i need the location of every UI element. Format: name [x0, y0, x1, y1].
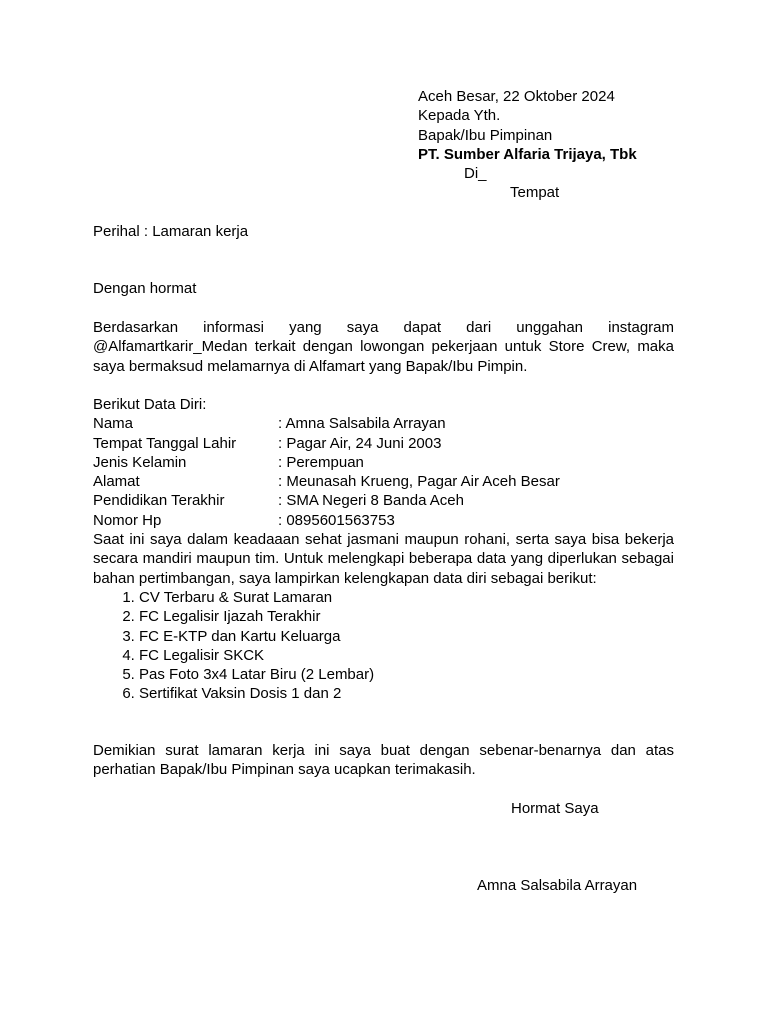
- attachment-item: 4. FC Legalisir SKCK: [139, 646, 674, 665]
- personal-data-value: : Amna Salsabila Arrayan: [278, 415, 446, 433]
- attachment-list: [93, 588, 674, 704]
- personal-data-label: Nama: [93, 415, 134, 433]
- personal-data-value: : SMA Negeri 8 Banda Aceh: [278, 492, 464, 510]
- personal-data-label: Tempat Tanggal Lahir: [93, 434, 237, 452]
- place-date: Aceh Besar, 22 Oktober 2024: [418, 88, 615, 105]
- personal-data-row: [93, 472, 674, 491]
- personal-data-heading: Berikut Data Diri:: [93, 396, 207, 413]
- personal-data-table: [93, 414, 674, 530]
- subject-line: Perihal : Lamaran kerja: [93, 223, 249, 240]
- tempat-line: Tempat: [510, 184, 560, 202]
- personal-data-section: [93, 395, 674, 704]
- attachment-item: 1. CV Terbaru & Surat Lamaran: [139, 588, 674, 607]
- attachment-item: 6. Sertifikat Vaksin Dosis 1 dan 2: [139, 684, 674, 703]
- sign-off: Hormat Saya: [511, 800, 599, 817]
- personal-data-label: Nomor Hp: [93, 511, 162, 529]
- personal-data-value: : Meunasah Krueng, Pagar Air Aceh Besar: [278, 473, 560, 491]
- personal-data-row: [93, 453, 674, 472]
- personal-data-row: [93, 491, 674, 510]
- di-line: Di_: [464, 165, 487, 183]
- intro-paragraph: Berdasarkan informasi yang saya dapat dari unggahan instagram @Alfamartkarir_Medan terkait dengan lowongan pekerjaan untuk Store Crew, maka saya bermaksud melamarnya di Alfamart yang Bapak/Ibu Pimpin.: [93, 319, 674, 375]
- personal-data-row: [93, 414, 674, 433]
- personal-data-label: Pendidikan Terakhir: [93, 492, 225, 510]
- recipient-line: Bapak/Ibu Pimpinan: [418, 126, 553, 144]
- personal-data-value: : Pagar Air, 24 Juni 2003: [278, 434, 442, 452]
- signature-name: Amna Salsabila Arrayan: [477, 877, 638, 894]
- personal-data-label: Alamat: [93, 473, 140, 491]
- attachment-item: 5. Pas Foto 3x4 Latar Biru (2 Lembar): [139, 665, 674, 684]
- personal-data-label: Jenis Kelamin: [93, 453, 187, 471]
- statement-paragraph: Saat ini saya dalam keadaaan sehat jasmani maupun rohani, serta saya bisa bekerja secara mandiri maupun tim. Untuk melengkapi beberapa data yang diperlukan sebagai bahan pertimbangan, saya lampirkan kelengkapan data diri sebagai berikut:: [93, 531, 674, 587]
- attachment-item: 3. FC E-KTP dan Kartu Keluarga: [139, 627, 674, 646]
- kepada-line: Kepada Yth.: [418, 107, 501, 125]
- company-name: PT. Sumber Alfaria Trijaya, Tbk: [418, 145, 637, 163]
- personal-data-value: : Perempuan: [278, 453, 364, 471]
- letter-header: [418, 87, 637, 203]
- greeting: Dengan hormat: [93, 280, 197, 297]
- attachment-item: 2. FC Legalisir Ijazah Terakhir: [139, 607, 674, 626]
- personal-data-row: [93, 434, 674, 453]
- closing-paragraph: Demikian surat lamaran kerja ini saya buat dengan sebenar-benarnya dan atas perhatian Bapak/Ibu Pimpinan saya ucapkan terimakasih.: [93, 742, 674, 779]
- personal-data-value: : 0895601563753: [278, 511, 395, 529]
- personal-data-row: [93, 511, 674, 530]
